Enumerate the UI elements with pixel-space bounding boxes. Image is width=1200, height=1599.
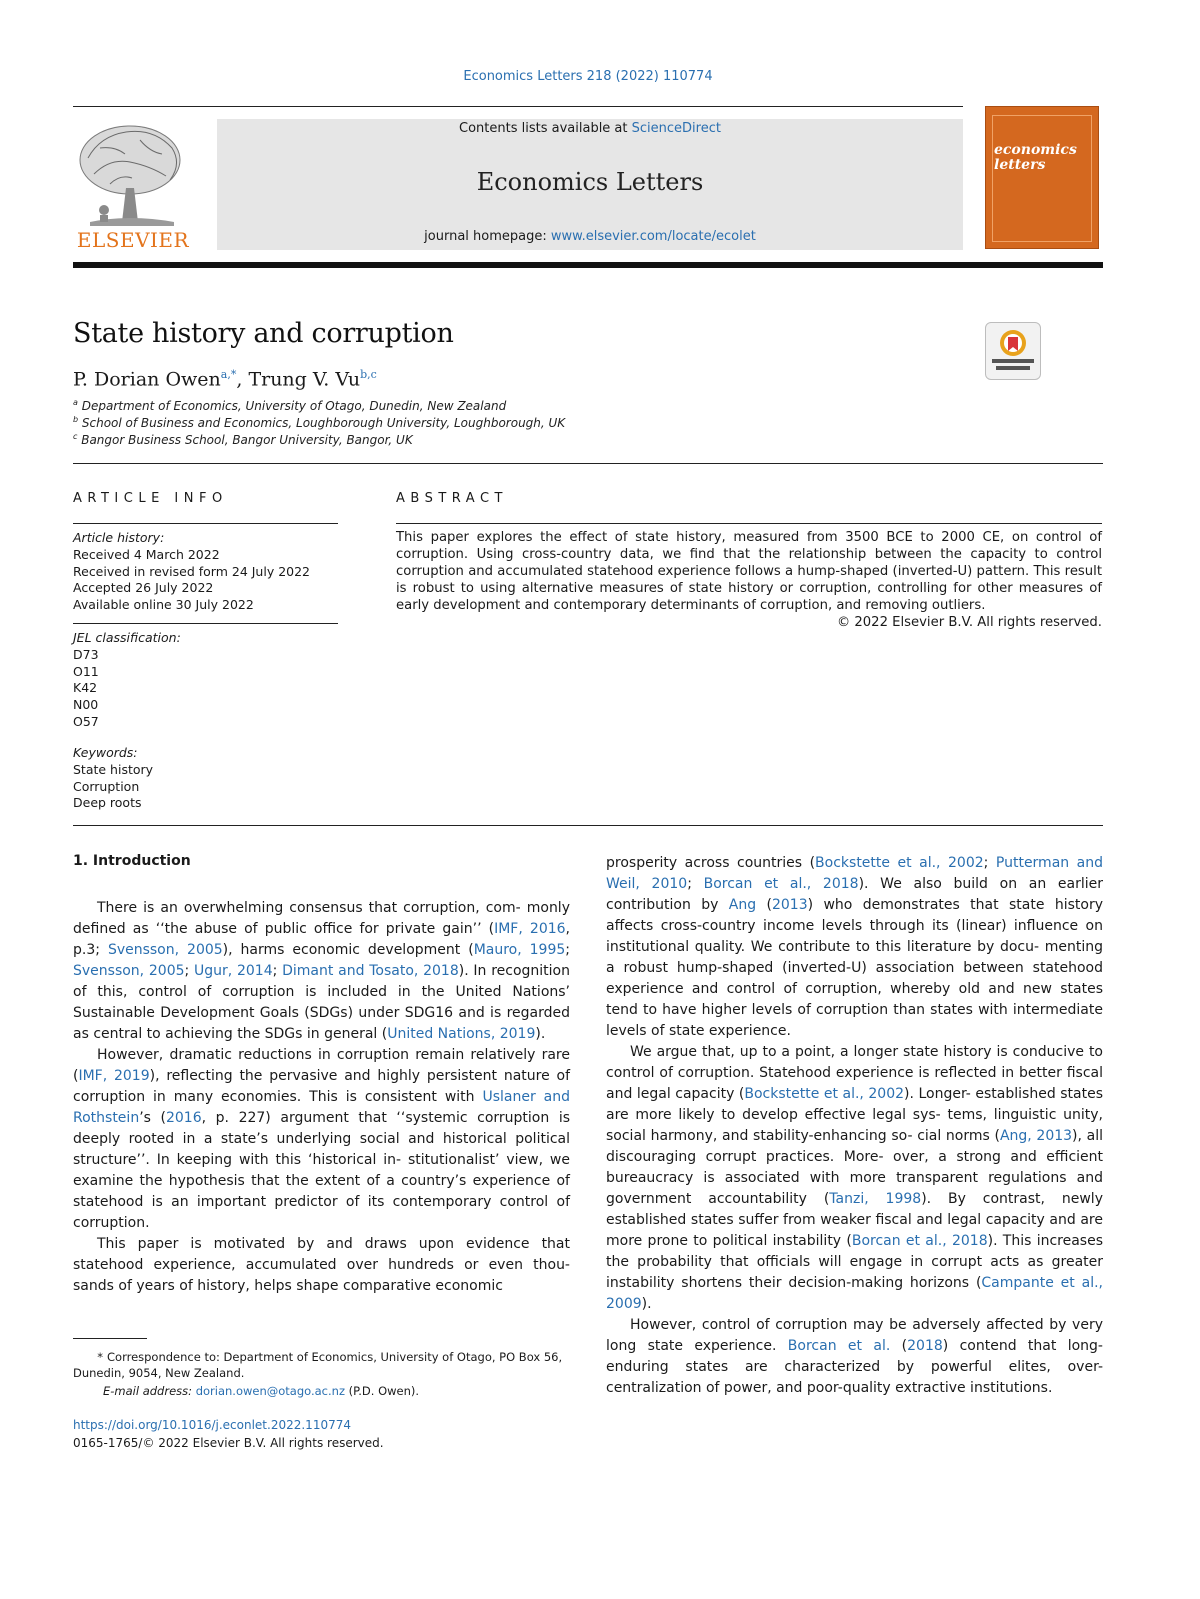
keywords (73, 745, 153, 812)
author-affil-link[interactable]: a,* (220, 368, 237, 381)
citation-link[interactable]: Uslaner and Rothstein (73, 1089, 570, 1126)
author-name: Trung V. Vu (248, 368, 361, 391)
author-affil-link[interactable]: b,c (360, 368, 377, 381)
email-link[interactable]: dorian.owen@otago.ac.nz (195, 1384, 345, 1398)
correspondence-text: Correspondence to: Department of Economics, University of Otago, PO Box 56, Dunedin, 9054, New Zealand. (73, 1350, 563, 1380)
jel-code: K42 (73, 680, 98, 696)
issn-copyright: 0165-1765/© 2022 Elsevier B.V. All rights reserved. (73, 1436, 384, 1450)
history-label: Article history: (73, 530, 165, 545)
sciencedirect-link[interactable]: ScienceDirect (631, 121, 721, 136)
citation-link[interactable]: Mauro, 1995 (473, 942, 566, 958)
body-text: ). (641, 1296, 652, 1312)
jel-code: O57 (73, 713, 99, 729)
body-paragraph (73, 1045, 570, 1234)
citation-link[interactable]: United Nations, 2019 (387, 1026, 536, 1042)
citation-link[interactable]: IMF, 2019 (78, 1068, 150, 1084)
history-item: Received 4 March 2022 (73, 546, 220, 562)
check-for-updates-icon (986, 323, 1040, 379)
body-text: We argue that, up to a point, a longer state history is conducive to control of corruption. Statehood experience is reflected in better fiscal and legal capacity ( (606, 1044, 1103, 1102)
body-text: ). In recognition of this, control of corruption is included in the United Nations’ Sustainable Development Goals (SDGs) under SDG16 and is regarded as central to achieving the SDGs in general ( (73, 963, 570, 1042)
body-text: ). By contrast, newly established states suffer from weaker fiscal and legal capacity and are more prone to political instability ( (606, 1191, 1103, 1249)
citation-link[interactable]: Bockstette et al., 2002 (815, 855, 984, 871)
body-text: ). Longer- established states are more likely to develop effective legal sys- tems, linguistic unity, social harmony, and stability-enhancing so- cial norms ( (606, 1086, 1103, 1144)
header-rule (73, 106, 963, 107)
email-suffix: (P.D. Owen). (344, 1384, 420, 1398)
email-footnote (103, 1383, 563, 1399)
body-text: prosperity across countries ( (606, 855, 816, 871)
body-text: ( (890, 1338, 908, 1354)
body-paragraph (606, 853, 1103, 1042)
body-paragraph (73, 1234, 570, 1297)
keyword: Corruption (73, 778, 140, 794)
abstract-heading: ABSTRACT (396, 491, 508, 506)
citation-link[interactable]: Svensson, 2005 (73, 963, 185, 979)
header-thick-rule (73, 262, 1103, 268)
history-item: Received in revised form 24 July 2022 (73, 563, 311, 579)
body-paragraph (606, 1315, 1103, 1399)
footnote-rule (73, 1338, 147, 1339)
body-text: However, dramatic reductions in corruption remain relatively rare ( (73, 1047, 570, 1084)
affiliation-mark: a (73, 398, 78, 407)
jel-code: N00 (73, 697, 99, 713)
body-paragraph (606, 1042, 1103, 1315)
title-rule (73, 463, 1103, 464)
jel-classification (73, 630, 181, 731)
citation-link[interactable]: Dimant and Tosato, 2018 (282, 963, 459, 979)
citation-link[interactable]: Borcan et al., 2018 (703, 876, 859, 892)
history-item: Accepted 26 July 2022 (73, 580, 214, 596)
citation-link[interactable]: 2013 (771, 897, 808, 913)
citation-link[interactable]: Ang (728, 897, 757, 913)
jel-code: D73 (73, 646, 99, 662)
keyword: State history (73, 761, 154, 777)
body-text: ( (756, 897, 772, 913)
body-text: ; (983, 855, 996, 871)
jel-code: O11 (73, 663, 99, 679)
body-text: ), reflecting the pervasive and highly persistent nature of corruption in many economies. This is consistent with (73, 1068, 570, 1105)
body-left-column (73, 898, 570, 1297)
body-text: ). We also build on an earlier contribution by (606, 876, 1104, 913)
body-text: ). This increases the probability that officials will engage in corrupt acts as greater instability shortens their decision-making horizons ( (606, 1233, 1104, 1291)
body-text: ). (535, 1026, 546, 1042)
body-right-column (606, 853, 1103, 1399)
body-text: ), harms economic development ( (222, 942, 474, 958)
author-line (73, 368, 377, 390)
body-text: ) who demonstrates that state history affects cross-country income levels through its (linear) influence on institutional quality. We contribute to this literature by docu- menting a robust hump-shaped (inverted-U) association between statehood experience and control of corruption, whereby old and new states tend to have higher levels of corruption than states with intermediate levels of state experience. (606, 897, 1103, 1039)
section-heading: 1. Introduction (73, 853, 191, 869)
body-text: ; (687, 876, 704, 892)
abstract-copyright: © 2022 Elsevier B.V. All rights reserved. (837, 615, 1102, 631)
journal-cover[interactable] (985, 106, 1099, 249)
jel-label: JEL classification: (73, 630, 181, 645)
correspondence-footnote (73, 1349, 570, 1381)
footnote-mark: * (97, 1350, 103, 1364)
body-text: ), all discouraging corrupt practices. More- over, a strong and efficient bureaucracy is associated with more transparent regulations and government accountability ( (606, 1128, 1103, 1207)
body-text: This paper is motivated by and draws upon evidence that statehood experience, accumulated over hundreds or even thou- sands of years of history, helps shape comparative economic (73, 1236, 570, 1294)
journal-reference[interactable]: Economics Letters 218 (2022) 110774 (463, 69, 713, 84)
citation-link[interactable]: 2018 (907, 1338, 943, 1354)
affiliation-mark: c (73, 432, 78, 441)
doi-link[interactable]: https://doi.org/10.1016/j.econlet.2022.110774 (73, 1418, 351, 1432)
citation-link[interactable]: Borcan et al., 2018 (851, 1233, 988, 1249)
email-label: E-mail address: (103, 1384, 196, 1398)
body-text: There is an overwhelming consensus that corruption, com- monly defined as ‘‘the abuse of public office for private gain’’ ( (73, 900, 570, 937)
article-info-heading: ARTICLE INFO (73, 491, 228, 506)
contents-prefix: Contents lists available at (459, 121, 632, 136)
article-title: State history and corruption (73, 318, 454, 349)
cover-frame (992, 115, 1092, 242)
homepage-prefix: journal homepage: (424, 229, 551, 244)
affiliation-c (73, 432, 413, 447)
contents-line (217, 121, 963, 136)
abstract-text: This paper explores the effect of state history, measured from 3500 BCE to 2000 CE, on control of corruption. Using cross-country data, we find that the relationship between the capacity to control corruption and accumulated statehood experience follows a hump-shaped (inverted-U) pattern. This result is robust to using alternative measures of state history or corruption, controlling for other measures of early development and contemporary determinants of corruption, and removing outliers. (396, 530, 1102, 614)
citation-link[interactable]: Borcan et al. (787, 1338, 891, 1354)
history-rule (73, 623, 338, 624)
body-text: ; (565, 942, 570, 958)
article-history (73, 530, 310, 614)
keyword: Deep roots (73, 795, 142, 811)
citation-link[interactable]: Tanzi, 1998 (829, 1191, 922, 1207)
abstract-body (396, 529, 1102, 632)
body-text: ; (272, 963, 283, 979)
abstract-bottom-rule (73, 825, 1103, 826)
author-name: P. Dorian Owen (73, 368, 221, 391)
article-info-rule (73, 523, 338, 524)
homepage-line (217, 229, 963, 244)
body-text: However, control of corruption may be adversely affected by very long state experience. (606, 1317, 1103, 1354)
keywords-label: Keywords: (73, 745, 138, 760)
affiliation-text: School of Business and Economics, Loughborough University, Loughborough, UK (78, 416, 566, 430)
body-text: ; (184, 963, 195, 979)
affiliation-b (73, 415, 565, 430)
abstract-rule (396, 523, 1102, 524)
citation-link[interactable]: Ugur, 2014 (194, 963, 273, 979)
publisher-name: ELSEVIER (76, 228, 190, 252)
citation-link[interactable]: 2016 (165, 1110, 202, 1126)
affiliation-text: Department of Economics, University of Otago, Dunedin, New Zealand (77, 399, 507, 413)
body-text: , p.3; (73, 921, 570, 958)
citation-link[interactable]: Svensson, 2005 (107, 942, 223, 958)
author-separator: , (236, 368, 249, 391)
body-text: ’s ( (139, 1110, 166, 1126)
journal-title: Economics Letters (476, 168, 704, 196)
check-for-updates-badge[interactable] (985, 322, 1041, 380)
citation-link[interactable]: Putterman and Weil, 2010 (606, 855, 1104, 892)
body-text: , p. 227) argument that ‘‘systemic corruption is deeply rooted in a state’s underlying social and historical political structure’’. In keeping with this ‘historical in- stitutionalist’ view, we examine the hypothesis that the extent of a country’s experience of statehood is an important predictor of its contemporary control of corruption. (73, 1110, 570, 1231)
body-paragraph (73, 898, 570, 1045)
homepage-link[interactable]: www.elsevier.com/locate/ecolet (550, 229, 756, 244)
affiliation-mark: b (73, 415, 79, 424)
citation-link[interactable]: Campante et al., 2009 (606, 1275, 1103, 1312)
history-item: Available online 30 July 2022 (73, 597, 254, 613)
affiliation-a (73, 398, 506, 413)
body-text: ) contend that long-enduring states are characterized by powerful elites, over- centralization of power, and poor-quality extractive institutions. (606, 1338, 1103, 1396)
affiliation-text: Bangor Business School, Bangor University, Bangor, UK (77, 433, 413, 447)
citation-link[interactable]: IMF, 2016 (494, 921, 566, 937)
citation-link[interactable]: Ang, 2013 (999, 1128, 1073, 1144)
citation-link[interactable]: Bockstette et al., 2002 (744, 1086, 905, 1102)
cover-title: economics letters (994, 142, 1077, 173)
